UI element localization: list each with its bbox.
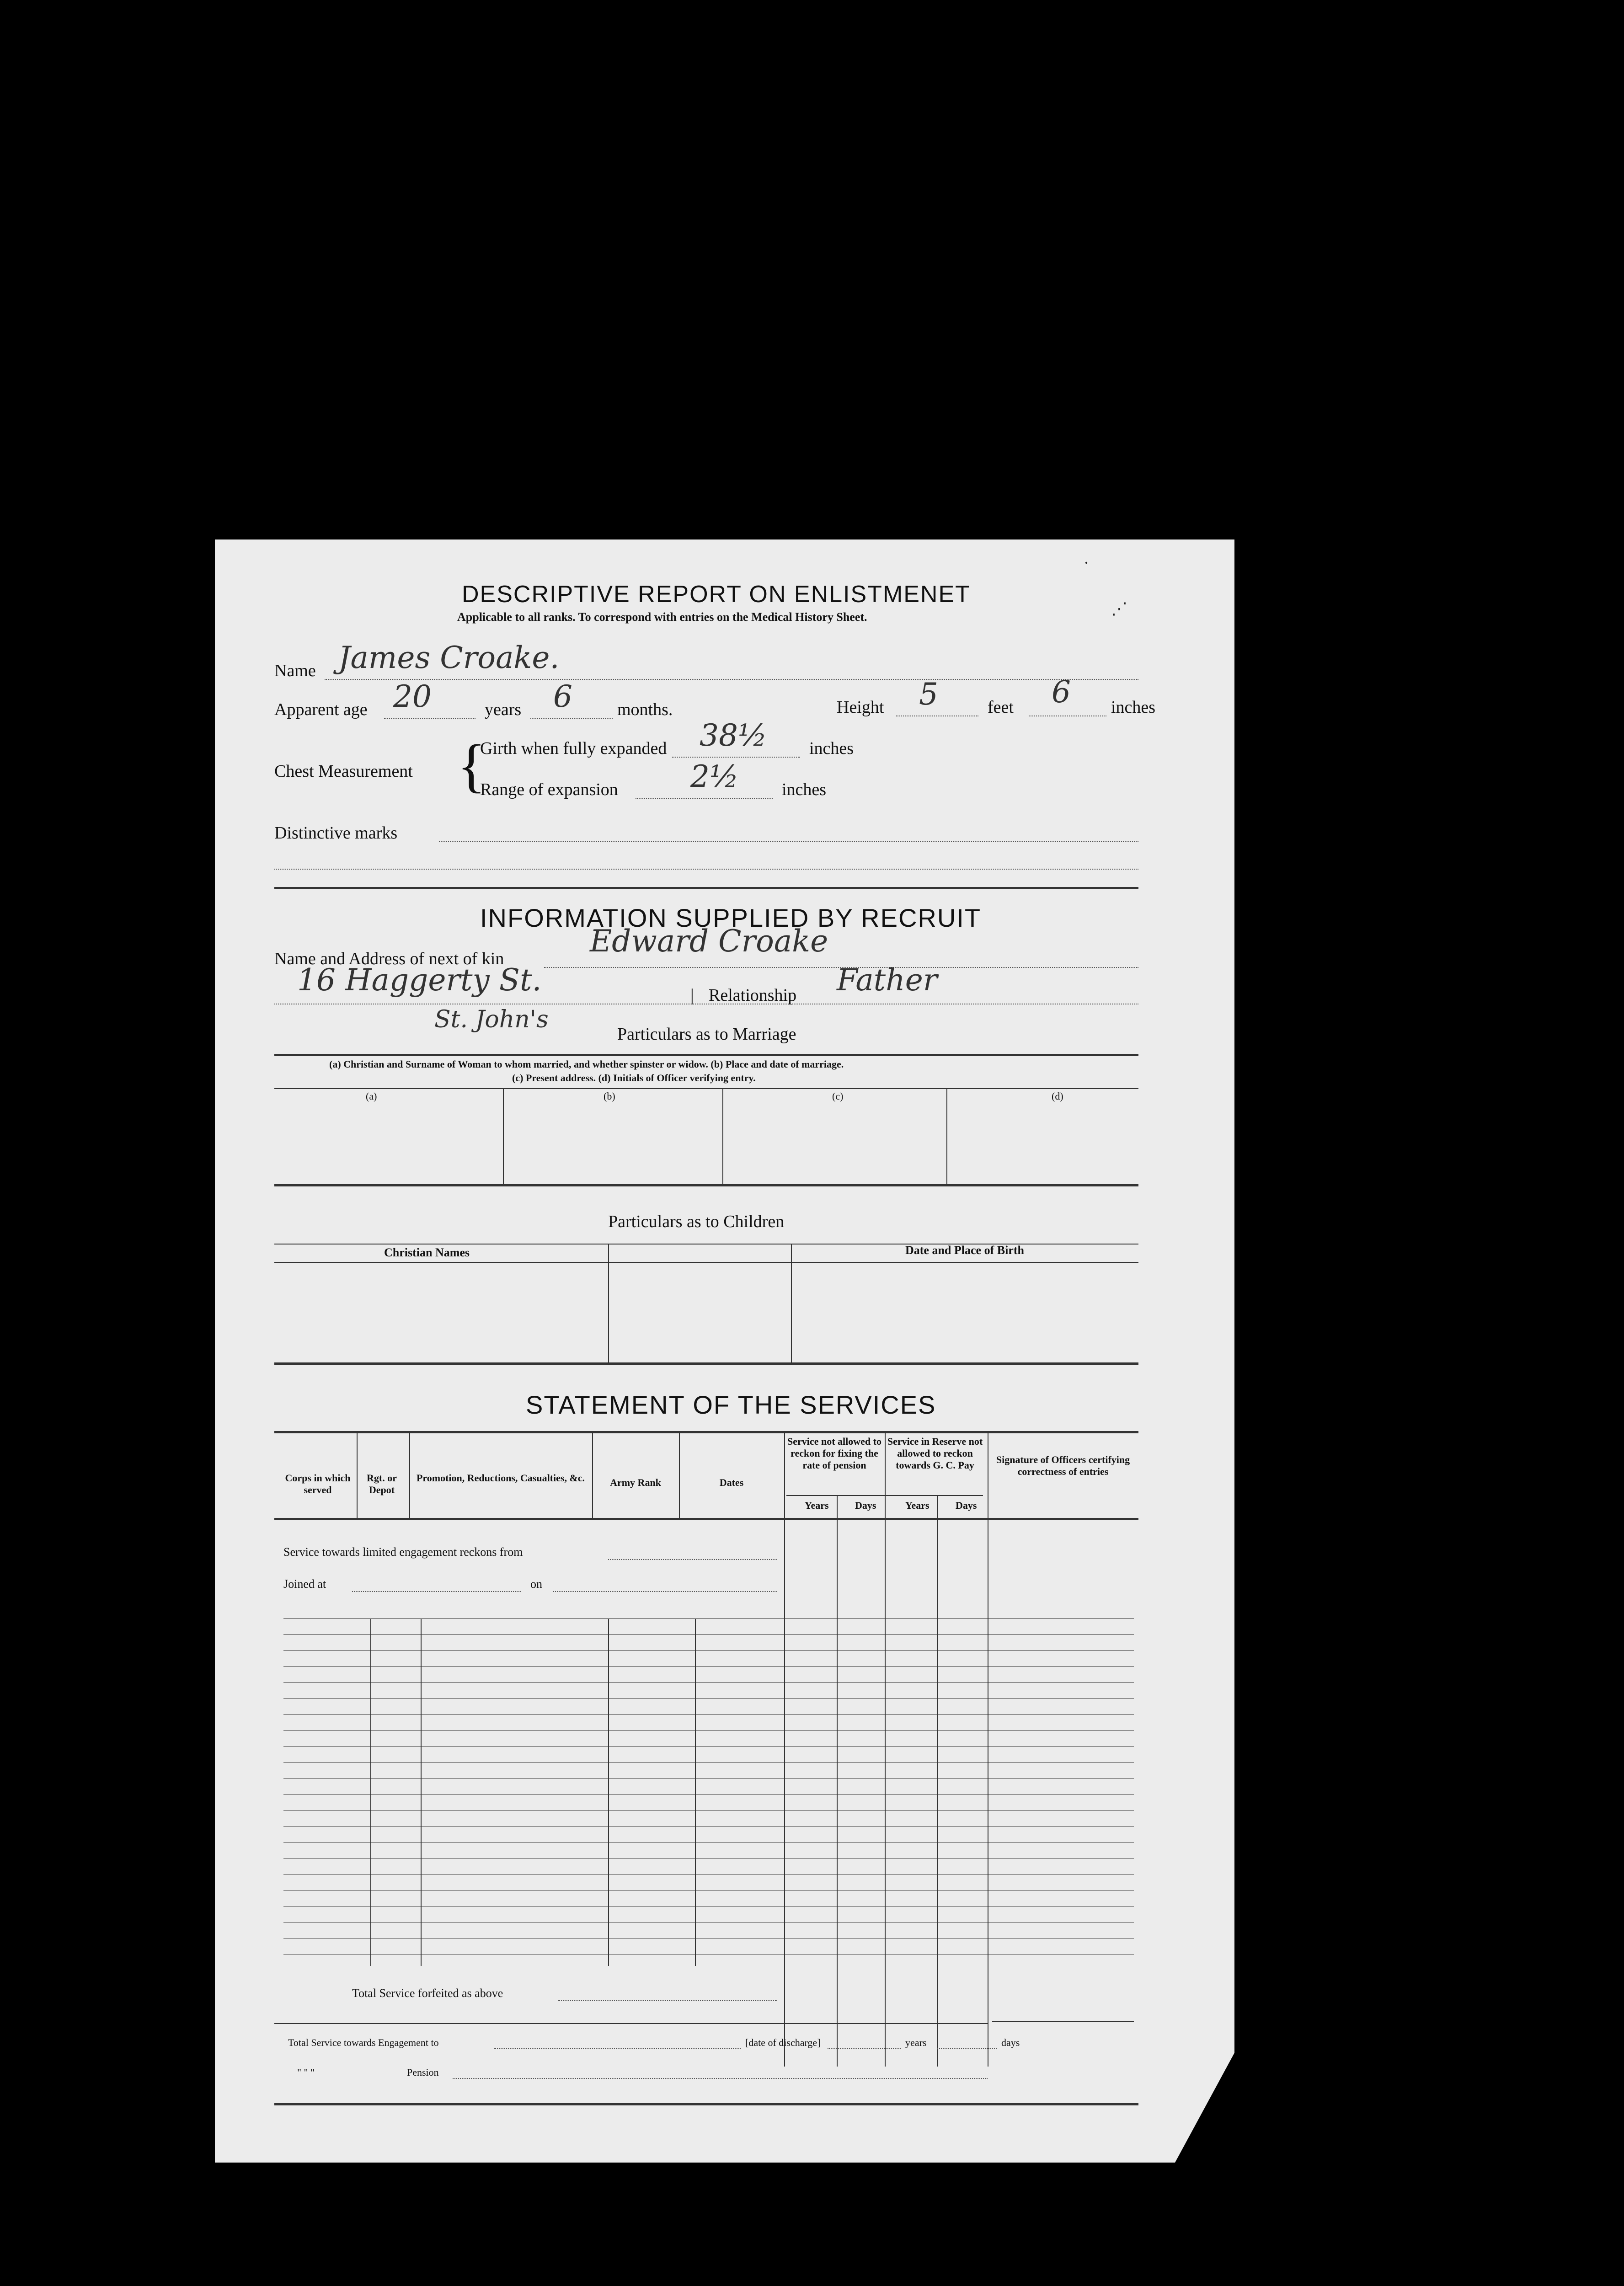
marriage-col-d: (d)	[1052, 1090, 1063, 1102]
ink-smudge: ⋰	[1111, 599, 1127, 618]
marriage-note-1: (a) Christian and Surname of Woman to whom married, and whether spinster or widow. (b) Place and date of marriage.	[329, 1058, 844, 1070]
days-total-label: days	[1001, 2037, 1020, 2048]
total-service-label: Total Service towards Engagement to	[288, 2037, 439, 2048]
marriage-note-2: (c) Present address. (d) Initials of Officer verifying entry.	[512, 1072, 756, 1084]
chest-measurement-label: Chest Measurement	[274, 762, 413, 781]
col-signature: Signature of Officers certifying correctness of entries	[996, 1454, 1130, 1477]
col-promotion: Promotion, Reductions, Casualties, &c.	[416, 1472, 585, 1484]
ditto-marks: " " "	[297, 2067, 315, 2078]
enlistment-form-sheet: DESCRIPTIVE REPORT ON ENLISTMENET Applicable to all ranks. To correspond with entries on the Medical History Sheet. Name James Croake. Apparent age 20 years 6 months. Height 5 feet 6 inches Chest Measurement { Girth when fully expanded 38½ inches Range of expansion 2½ inches Distinctive marks INFORMATION SUPPLIED BY RECRUIT Name and Address of next of kin Edward Croake 16 Haggerty St. | Relationship Father St. John's Particulars as to Marriage (a) Christian and Surname of Woman to whom married, and whether spinster or widow. (b) Place and date of marriage. (c) Present address. (d) Initials of Officer verifying entry. (a) (b) (c) (d) Particulars as to Children Christian Names Date and Place of Birth STATEMENT OF THE SERVICES Corps in which served Rgt. or Depot Promotion, Reductions, Casualties, &c. Army Rank Dates Service not allowed to reckon for fixing the rate of pension Service in Reserve not allowed to reckon towards G. C. Pay Signature of Officers certifying correctness of entries Years Days Years Days Service towards limited engagement reckons from Joined at on Total Service forfeited as above Total Service towards Engagement to [date of discharge] years days " " " Pension · ⋰	[215, 539, 1234, 2163]
inches-label: inches	[1111, 698, 1156, 717]
col-dates: Dates	[719, 1477, 744, 1488]
range-label: Range of expansion	[480, 780, 618, 799]
feet-label: feet	[988, 698, 1014, 717]
col-pension: Service not allowed to reckon for fixing the rate of pension	[787, 1436, 881, 1471]
age-years-value: 20	[393, 679, 432, 714]
recruit-section-title: INFORMATION SUPPLIED BY RECRUIT	[480, 903, 982, 932]
range-value: 2½	[690, 759, 739, 794]
forfeited-label: Total Service forfeited as above	[352, 1987, 503, 2000]
next-of-kin-address-2: St. John's	[434, 1006, 549, 1033]
limited-engagement-label: Service towards limited engagement reckons from	[283, 1545, 523, 1559]
name-label: Name	[274, 661, 316, 680]
years-subcol-2: Years	[905, 1500, 930, 1511]
name-value: James Croake.	[338, 640, 560, 675]
apparent-age-label: Apparent age	[274, 700, 368, 719]
marriage-col-b: (b)	[604, 1090, 615, 1102]
ink-smudge: ·	[1084, 554, 1089, 572]
relationship-value: Father	[837, 962, 938, 998]
table-row	[283, 1714, 1134, 1715]
next-of-kin-name: Edward Croake	[590, 924, 828, 959]
distinctive-marks-label: Distinctive marks	[274, 823, 398, 843]
years-label: years	[485, 700, 522, 719]
next-of-kin-label: Name and Address of next of kin	[274, 949, 504, 968]
children-col-names: Christian Names	[384, 1246, 470, 1259]
marriage-title: Particulars as to Marriage	[617, 1025, 796, 1044]
months-label: months.	[617, 700, 673, 719]
table-row	[283, 1698, 1134, 1699]
discharge-label: [date of discharge]	[745, 2037, 821, 2048]
girth-value: 38½	[700, 718, 767, 753]
form-title: DESCRIPTIVE REPORT ON ENLISTMENET	[462, 581, 971, 608]
table-row	[283, 1682, 1134, 1683]
section-divider	[274, 887, 1138, 889]
height-label: Height	[837, 698, 884, 717]
services-title: STATEMENT OF THE SERVICES	[526, 1390, 936, 1419]
col-army-rank: Army Rank	[610, 1477, 661, 1488]
next-of-kin-address-1: 16 Haggerty St.	[297, 962, 542, 998]
table-row	[283, 1618, 1134, 1619]
age-months-value: 6	[553, 679, 572, 714]
relationship-label: Relationship	[709, 986, 797, 1005]
col-gc-pay: Service in Reserve not allowed to reckon towards G. C. Pay	[887, 1436, 983, 1471]
form-subtitle: Applicable to all ranks. To correspond with entries on the Medical History Sheet.	[457, 610, 867, 624]
days-subcol-1: Days	[855, 1500, 876, 1511]
table-row	[283, 1666, 1134, 1667]
height-feet-value: 5	[919, 677, 938, 712]
table-row	[283, 1634, 1134, 1635]
table-row	[283, 1650, 1134, 1651]
brace: {	[457, 733, 486, 799]
pension-label: Pension	[407, 2067, 439, 2078]
years-subcol-1: Years	[805, 1500, 829, 1511]
col-corps: Corps in which served	[285, 1472, 351, 1496]
girth-label: Girth when fully expanded	[480, 739, 667, 758]
marriage-col-a: (a)	[366, 1090, 377, 1102]
children-col-birth: Date and Place of Birth	[905, 1244, 1024, 1257]
years-total-label: years	[905, 2037, 927, 2048]
days-subcol-2: Days	[956, 1500, 977, 1511]
girth-inches-label: inches	[809, 739, 854, 758]
marriage-col-c: (c)	[832, 1090, 844, 1102]
col-rgt: Rgt. or Depot	[367, 1472, 397, 1496]
joined-at-label: Joined at	[283, 1577, 326, 1591]
on-label: on	[530, 1577, 542, 1591]
range-inches-label: inches	[782, 780, 827, 799]
children-title: Particulars as to Children	[608, 1212, 785, 1231]
height-inches-value: 6	[1052, 674, 1071, 710]
